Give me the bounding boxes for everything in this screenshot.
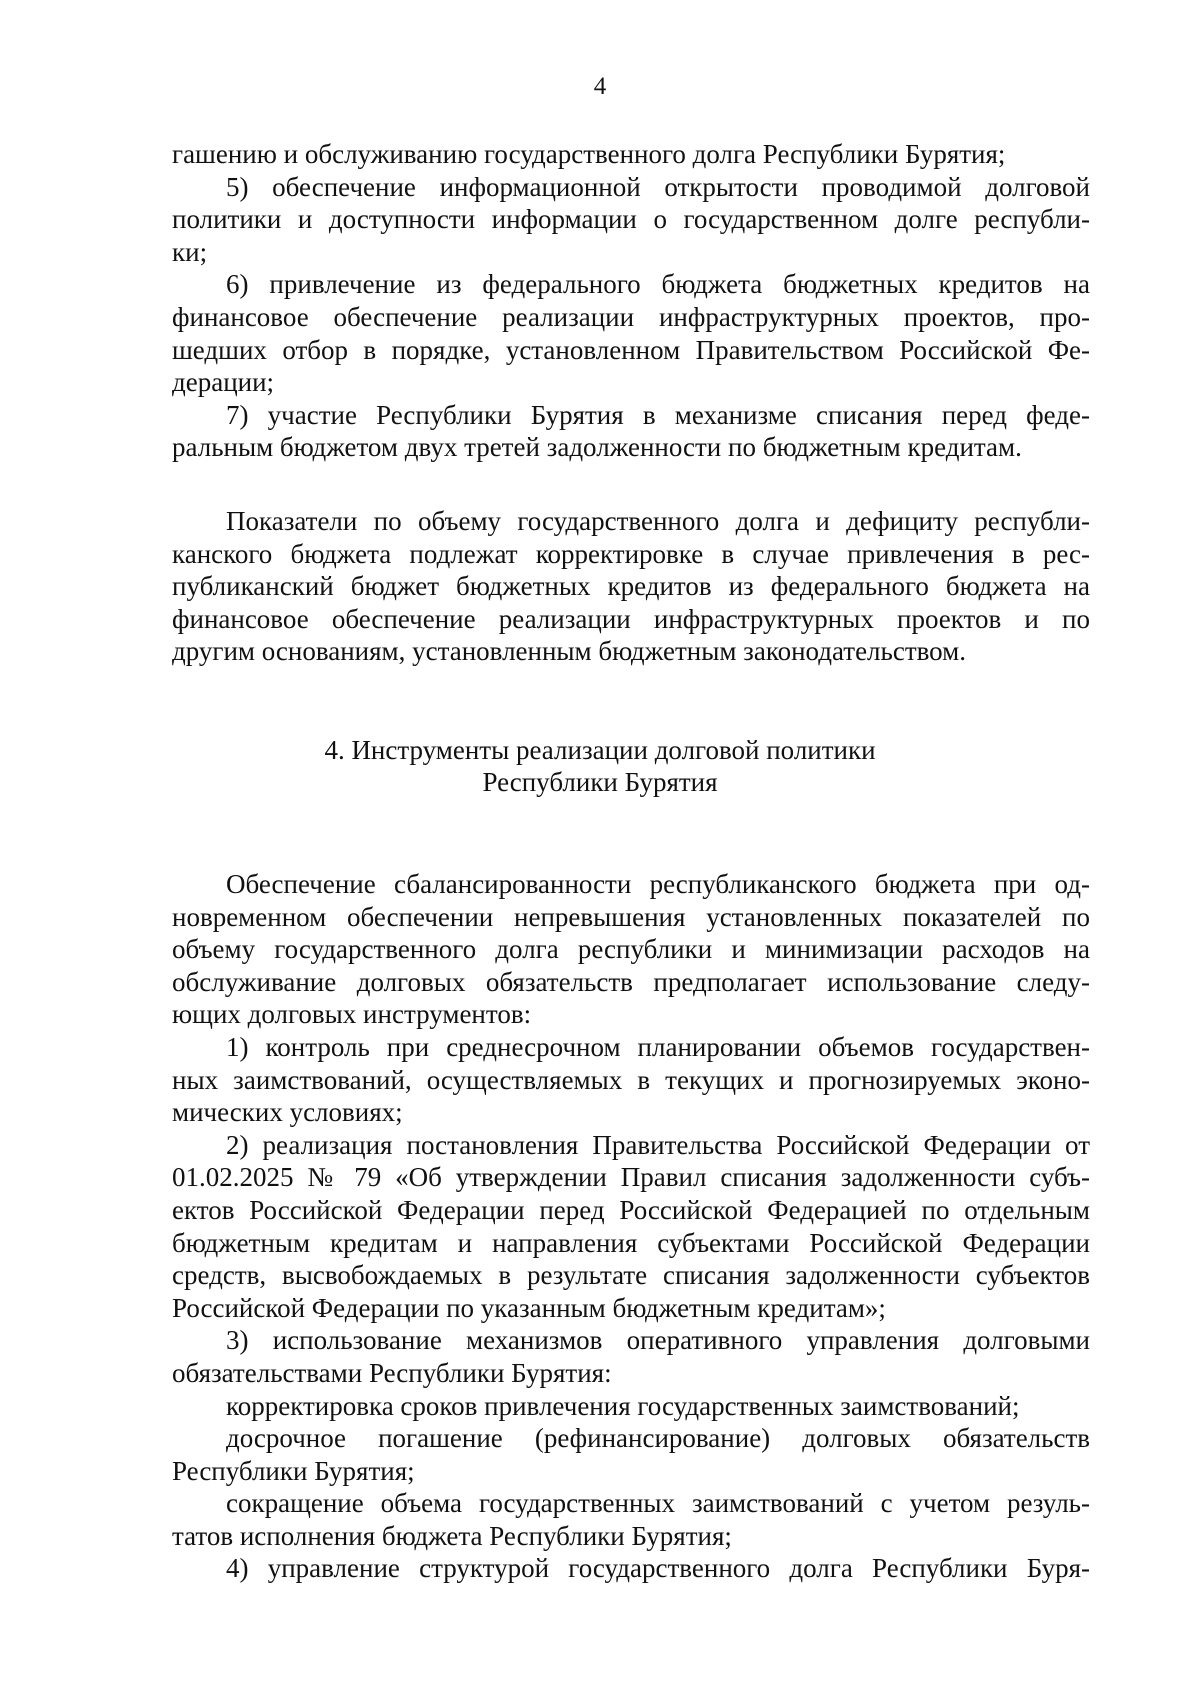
list-item-7-line: ральным бюджетом двух третей задолженности по бюджетным кредитам. — [172, 432, 1022, 463]
list-item-5-line: политики и доступности информации о государственном долге республи- — [172, 204, 1090, 235]
list-item-2-line: Российской Федерации по указанным бюджетным кредитам»; — [172, 1292, 886, 1323]
list-item-2-line: бюджетным кредитам и направления субъектами Российской Федерации — [172, 1227, 1090, 1258]
list-item-2-line: средств, высвобождаемых в результате списания задолженности субъектов — [172, 1260, 1090, 1291]
list-item-2-line: ектов Российской Федерации перед Российской Федерацией по отдельным — [172, 1194, 1090, 1225]
sub-item-line: сокращение объема государственных заимствований с учетом резуль- — [226, 1488, 1090, 1519]
paragraph-line: другим основаниям, установленным бюджетным законодательством. — [172, 636, 967, 667]
page-number: 4 — [593, 73, 607, 100]
list-item-6-line: шедших отбор в порядке, установленном Правительством Российской Фе- — [172, 334, 1090, 365]
section-heading — [0, 734, 1200, 798]
paragraph-line: публиканский бюджет бюджетных кредитов из федерального бюджета на — [172, 571, 1090, 602]
list-item-4-line: 4) управление структурой государственного долга Республики Буря- — [226, 1553, 1090, 1584]
indicators-paragraph — [172, 505, 1090, 668]
list-item-6-line: 6) привлечение из федерального бюджета бюджетных кредитов на — [226, 269, 1090, 300]
list-item-2-line: 01.02.2025 № 79 «Об утверждении Правил списания задолженности субъ- — [172, 1162, 1090, 1193]
list-item-1-line: ных заимствований, осуществляемых в текущих и прогнозируемых эконо- — [172, 1064, 1090, 1095]
paragraph-line: новременном обеспечении непревышения установленных показателей по — [172, 901, 1090, 932]
paragraph-line: ющих долговых инструментов: — [172, 999, 532, 1030]
debt-policy-goals-list — [172, 138, 1090, 464]
list-item-5-line: 5) обеспечение информационной открытости проводимой долговой — [226, 171, 1090, 202]
paragraph-line: финансовое обеспечение реализации инфраструктурных проектов и по — [172, 603, 1090, 634]
list-item-5-line: ки; — [172, 236, 208, 267]
list-item-1-line: мических условиях; — [172, 1097, 403, 1128]
section-heading-line-2: Республики Бурятия — [482, 767, 718, 797]
list-item-3-line: обязательствами Республики Бурятия: — [172, 1357, 612, 1388]
sub-item-line: корректировка сроков привлечения государственных заимствований; — [226, 1390, 1020, 1421]
list-item-6-line: финансовое обеспечение реализации инфраструктурных проектов, про- — [172, 301, 1090, 332]
paragraph-line: гашению и обслуживанию государственного долга Республики Бурятия; — [172, 139, 1006, 169]
section-heading-line-1: 4. Инструменты реализации долговой политики — [324, 735, 876, 765]
paragraph-line: объему государственного долга республики и минимизации расходов на — [172, 934, 1090, 965]
paragraph-line: обслуживание долговых обязательств предполагает использование следу- — [172, 966, 1090, 997]
sub-item-line: татов исполнения бюджета Республики Бурятия; — [172, 1520, 732, 1551]
list-item-1-line: 1) контроль при среднесрочном планировании объемов государствен- — [226, 1031, 1090, 1062]
paragraph-line: Обеспечение сбалансированности республиканского бюджета при од- — [226, 869, 1090, 899]
list-item-6-line: дерации; — [172, 367, 275, 398]
paragraph-line: канского бюджета подлежат корректировке в случае привлечения в рес- — [172, 538, 1090, 569]
list-item-7-line: 7) участие Республики Бурятия в механизме списания перед феде- — [226, 399, 1090, 430]
list-item-3-line: 3) использование механизмов оперативного управления долговыми — [226, 1325, 1090, 1356]
list-item-2-line: 2) реализация постановления Правительства Российской Федерации от — [226, 1129, 1090, 1160]
paragraph-line: Показатели по объему государственного долга и дефициту республи- — [226, 506, 1090, 536]
sub-item-line: Республики Бурятия; — [172, 1455, 415, 1486]
debt-instruments-section — [172, 868, 1090, 1585]
sub-item-line: досрочное погашение (рефинансирование) долговых обязательств — [226, 1423, 1090, 1454]
